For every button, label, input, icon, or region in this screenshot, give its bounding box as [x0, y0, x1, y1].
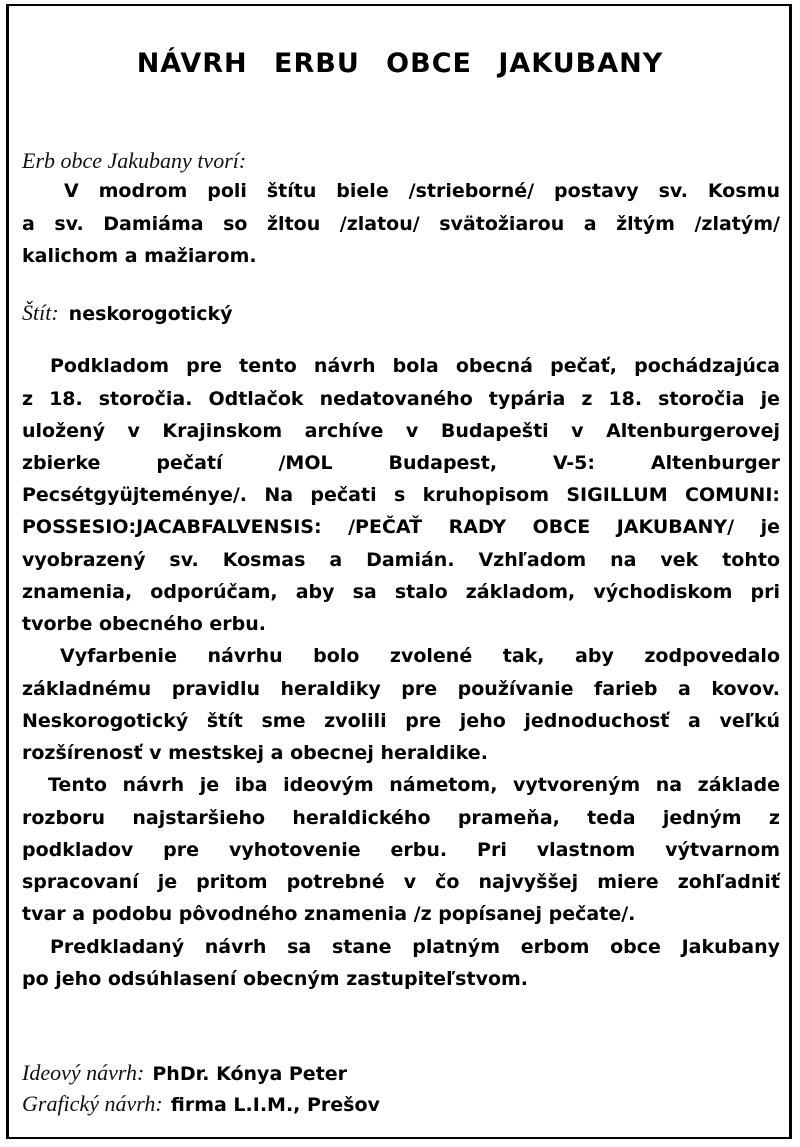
description-line-2: a sv. Damiáma so žltou /zlatou/ svätožiarou a žltým /zlatým/ [22, 213, 780, 235]
shield-value: neskorogotický [68, 303, 233, 325]
credit-graphic [22, 1091, 780, 1117]
body-line-9: tvorbe obecného erbu. [22, 613, 267, 635]
body-line-19: Predkladaný návrh sa stane platným erbom obce Jakubany [50, 936, 780, 958]
credit-idea [22, 1060, 780, 1086]
credit-graphic-label: Grafický návrh: [22, 1091, 163, 1116]
body-line-8: znamenia, odporúčam, aby sa stalo základom, východiskom pri [22, 581, 780, 603]
body-line-3: uložený v Krajinskom archíve v Budapešti v Altenburgerovej [22, 420, 780, 442]
shield-row [22, 300, 780, 326]
body-line-12: Neskorogotický štít sme zvolili pre jeho jednoduchosť a veľkú [22, 710, 780, 732]
body-line-17: spracovaní je pritom potrebné v čo najvyššej miere zohľadniť [22, 871, 780, 893]
body-line-14: Tento návrh je iba ideovým námetom, vytvoreným na základe [48, 774, 780, 796]
intro-label: Erb obce Jakubany tvorí: [22, 148, 247, 173]
document-title: NÁVRH ERBU OBCE JAKUBANY [136, 48, 664, 79]
body-line-6: POSSESIO:JACABFALVENSIS: /PEČAŤ RADY OBCE JAKUBANY/ je [22, 516, 780, 538]
body-line-11: základnému pravidlu heraldiky pre používanie farieb a kovov. [22, 678, 780, 700]
body-line-1: Podkladom pre tento návrh bola obecná pečať, pochádzajúca [50, 355, 780, 377]
description-line-3: kalichom a mažiarom. [22, 245, 257, 267]
body-line-10: Vyfarbenie návrhu bolo zvolené tak, aby zodpovedalo [60, 645, 780, 667]
body-line-4: zbierke pečatí /MOL Budapest, V-5: Altenburger [22, 452, 780, 474]
description-line-1: V modrom poli štítu biele /strieborné/ postavy sv. Kosmu [64, 180, 780, 202]
credit-idea-label: Ideový návrh: [22, 1060, 145, 1085]
body-line-7: vyobrazený sv. Kosmas a Damián. Vzhľadom na vek tohto [22, 549, 780, 571]
credit-graphic-value: firma L.I.M., Prešov [170, 1094, 380, 1116]
body-line-16: podkladov pre vyhotovenie erbu. Pri vlastnom výtvarnom [22, 839, 780, 861]
body-line-2: z 18. storočia. Odtlačok nedatovaného typária z 18. storočia je [22, 388, 780, 410]
body-line-13: rozšírenosť v mestskej a obecnej heraldike. [22, 742, 488, 764]
credit-idea-value: PhDr. Kónya Peter [152, 1063, 348, 1085]
body-line-20: po jeho odsúhlasení obecným zastupiteľstvom. [22, 968, 529, 990]
body-line-5: Pecsétgyüjteménye/. Na pečati s kruhopisom SIGILLUM COMUNI: [22, 484, 780, 506]
body-line-18: tvar a podobu pôvodného znamenia /z popísanej pečate/. [22, 903, 636, 925]
body-line-15: rozboru najstaršieho heraldického prameňa, teda jedným z [22, 807, 780, 829]
shield-label: Štít: [22, 300, 59, 325]
